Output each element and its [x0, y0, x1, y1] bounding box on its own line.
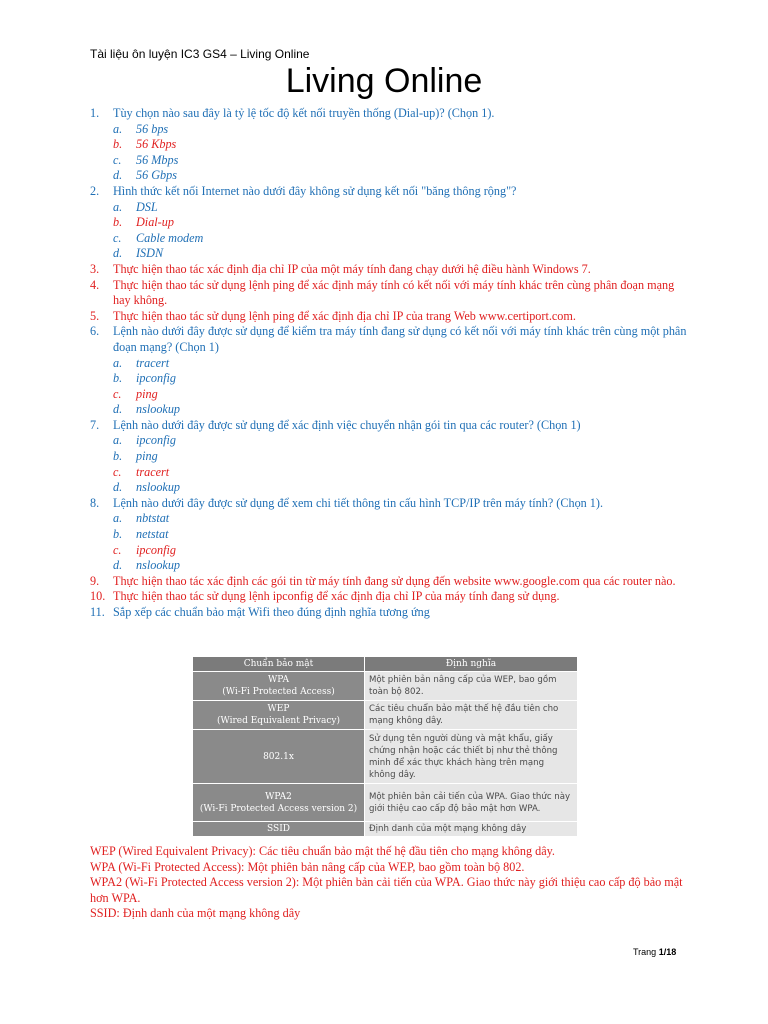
question-item	[90, 262, 690, 278]
question-item	[90, 418, 690, 434]
question-number: 6.	[90, 324, 100, 339]
option-letter: a.	[113, 121, 123, 136]
option-text: ping	[136, 386, 158, 401]
option-text: Dial-up	[136, 215, 174, 230]
option-text: ipconfig	[136, 433, 176, 448]
question-text: Thực hiện thao tác xác định các gói tin từ máy tính đang sử dụng đến website www.google.com qua các router nào.	[113, 573, 676, 588]
option-letter: d.	[113, 558, 123, 573]
question-number: 2.	[90, 183, 100, 198]
option-text: DSL	[136, 199, 158, 214]
page-title: Living Online	[285, 62, 483, 100]
answer-option	[90, 527, 690, 543]
standard-definition: Sử dụng tên người dùng và mật khẩu, giấy chứng nhận hoặc các thiết bị như thẻ thông minh để xác thực khách hàng trên mạng không dây.	[365, 730, 578, 784]
question-text: Hình thức kết nối Internet nào dưới đây không sử dụng kết nối "băng thông rộng"?	[113, 183, 517, 198]
answer-option	[90, 231, 690, 247]
option-letter: a.	[113, 511, 123, 526]
standard-name: WPA2 (Wi-Fi Protected Access version 2)	[193, 784, 365, 822]
table-header-definition: Định nghĩa	[365, 657, 578, 672]
option-letter: b.	[113, 449, 123, 464]
option-letter: a.	[113, 355, 123, 370]
answer-line: WPA (Wi-Fi Protected Access): Một phiên bản nâng cấp của WEP, bao gồm toàn bộ 802.	[90, 859, 525, 874]
question-item	[90, 278, 690, 309]
question-text: Lệnh nào dưới đây được sử dụng để kiểm tra máy tính đang sử dụng có kết nối với máy tính khác trên cùng một phân đoạn mạng? (Chọn 1)	[113, 324, 687, 354]
option-text: nslookup	[136, 480, 181, 495]
page-label: Trang	[633, 947, 657, 957]
question-number: 9.	[90, 573, 100, 588]
option-text: nslookup	[136, 558, 181, 573]
answer-option	[90, 356, 690, 372]
answer-option	[90, 402, 690, 418]
question-number: 4.	[90, 277, 100, 292]
question-list	[90, 106, 690, 621]
question-item	[90, 605, 690, 621]
table-row	[193, 784, 578, 822]
question-number: 11.	[90, 605, 105, 619]
question-number: 7.	[90, 417, 100, 432]
question-text: Lệnh nào dưới đây được sử dụng để xem chi tiết thông tin cấu hình TCP/IP trên máy tính? (Chọn 1).	[113, 495, 603, 510]
standard-definition: Một phiên bản cải tiến của WPA. Giao thức này giới thiệu cao cấp độ bảo mật hơn WPA.	[365, 784, 578, 822]
option-letter: b.	[113, 215, 123, 230]
answer-option	[90, 433, 690, 449]
option-text: 56 Kbps	[136, 137, 177, 152]
answer-option	[90, 465, 690, 481]
answer-option	[90, 122, 690, 138]
answer-option	[90, 480, 690, 496]
answer-option	[90, 558, 690, 574]
answer-option	[90, 449, 690, 465]
option-letter: b.	[113, 527, 123, 542]
question-number: 5.	[90, 308, 100, 323]
option-letter: a.	[113, 433, 123, 448]
answer-line: WPA2 (Wi-Fi Protected Access version 2): Một phiên bản cải tiến của WPA. Giao thức này giới thiệu cao cấp độ bảo mật hơn WPA.	[90, 875, 683, 905]
page-count: 1/18	[658, 947, 677, 957]
option-text: nbtstat	[136, 511, 170, 526]
question-text: Sắp xếp các chuẩn bảo mật Wifi theo đúng định nghĩa tương ứng	[113, 605, 430, 619]
answer-option	[90, 153, 690, 169]
security-standards-table	[192, 656, 578, 837]
standard-name: 802.1x	[193, 730, 365, 784]
standard-name: WPA (Wi-Fi Protected Access)	[193, 672, 365, 701]
option-letter: c.	[113, 230, 122, 245]
question-number: 8.	[90, 495, 100, 510]
standard-definition: Các tiêu chuẩn bảo mật thế hệ đầu tiên cho mạng không dây.	[365, 701, 578, 730]
question-item	[90, 496, 690, 512]
question-text: Thực hiện thao tác xác định địa chỉ IP của một máy tính đang chạy dưới hệ điều hành Windows 7.	[113, 261, 591, 276]
page-number	[633, 947, 676, 957]
standard-name: SSID	[193, 822, 365, 837]
standard-name: WEP (Wired Equivalent Privacy)	[193, 701, 365, 730]
table-header-standard: Chuẩn bảo mật	[193, 657, 365, 672]
option-text: tracert	[136, 355, 170, 370]
question-number: 1.	[90, 106, 100, 120]
option-letter: b.	[113, 137, 123, 152]
option-letter: c.	[113, 542, 122, 557]
answer-option	[90, 215, 690, 231]
question-item	[90, 309, 690, 325]
option-text: 56 bps	[136, 121, 169, 136]
standard-definition: Một phiên bản nâng cấp của WEP, bao gồm toàn bộ 802.	[365, 672, 578, 701]
option-letter: c.	[113, 152, 122, 167]
answer-option	[90, 543, 690, 559]
option-letter: c.	[113, 464, 122, 479]
answer-option	[90, 511, 690, 527]
answer-list	[90, 844, 690, 922]
question-item	[90, 184, 690, 200]
answer-option	[90, 200, 690, 216]
answer-line: WEP (Wired Equivalent Privacy): Các tiêu chuẩn bảo mật thế hệ đầu tiên cho mạng không dây.	[90, 844, 555, 858]
option-text: netstat	[136, 527, 169, 542]
question-item	[90, 106, 690, 122]
option-text: tracert	[136, 464, 170, 479]
option-letter: b.	[113, 371, 123, 386]
question-number: 3.	[90, 261, 100, 276]
question-item	[90, 589, 690, 605]
option-text: 56 Mbps	[136, 152, 179, 167]
table-row	[193, 701, 578, 730]
option-text: nslookup	[136, 402, 181, 417]
option-letter: d.	[113, 480, 123, 495]
question-number: 10.	[90, 589, 106, 604]
table-row	[193, 672, 578, 701]
table-header-row	[193, 657, 578, 672]
standard-definition: Định danh của một mạng không dây	[365, 822, 578, 837]
table-row	[193, 822, 578, 837]
option-letter: d.	[113, 168, 123, 183]
option-text: ipconfig	[136, 542, 176, 557]
option-letter: a.	[113, 199, 123, 214]
option-letter: d.	[113, 402, 123, 417]
table-row	[193, 730, 578, 784]
option-text: Cable modem	[136, 230, 204, 245]
answer-option	[90, 246, 690, 262]
question-item	[90, 324, 690, 355]
question-text: Thực hiện thao tác sử dụng lệnh ping để xác định máy tính có kết nối với máy tính khác trên cùng phân đoạn mạng hay không.	[113, 277, 675, 308]
option-text: 56 Gbps	[136, 168, 177, 183]
answer-option	[90, 387, 690, 403]
answer-line: SSID: Định danh của một mạng không dây	[90, 906, 301, 921]
question-text: Thực hiện thao tác sử dụng lệnh ipconfig để xác định địa chỉ IP của máy tính đang sử dụng.	[113, 589, 560, 604]
option-text: ISDN	[136, 246, 164, 261]
question-text: Tùy chọn nào sau đây là tỷ lệ tốc độ kết nối truyền thống (Dial-up)? (Chọn 1).	[113, 106, 495, 120]
answer-option	[90, 168, 690, 184]
question-item	[90, 574, 690, 590]
answer-option	[90, 137, 690, 153]
question-text: Lệnh nào dưới đây được sử dụng để xác định việc chuyển nhận gói tin qua các router? (Chọn 1)	[113, 417, 581, 432]
option-letter: d.	[113, 246, 123, 261]
page-header: Tài liệu ôn luyện IC3 GS4 – Living Online	[90, 47, 310, 61]
option-text: ping	[136, 449, 158, 464]
question-text: Thực hiện thao tác sử dụng lệnh ping để xác định địa chỉ IP của trang Web www.certiport.com.	[113, 308, 576, 323]
answer-option	[90, 371, 690, 387]
option-letter: c.	[113, 386, 122, 401]
option-text: ipconfig	[136, 371, 176, 386]
